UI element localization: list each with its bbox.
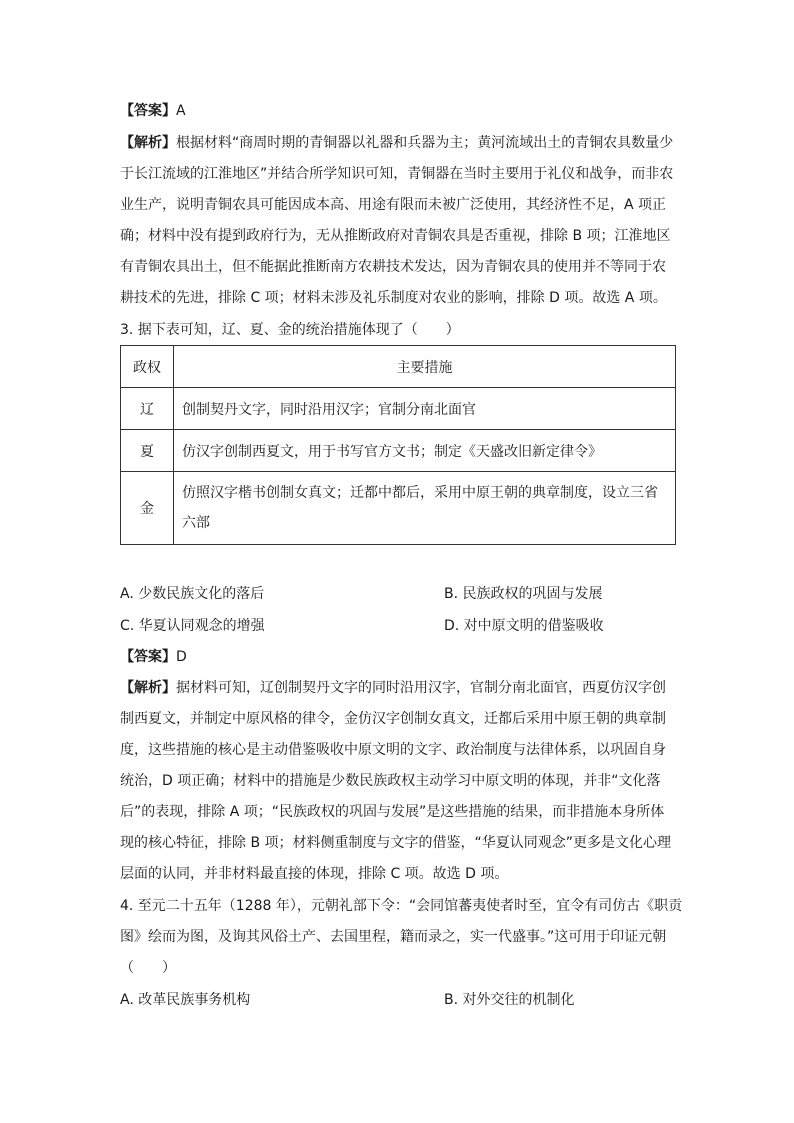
- table-row: [121, 388, 676, 430]
- analysis-tag: 【解析】: [120, 680, 176, 696]
- answer-value: D: [176, 649, 187, 665]
- answer-tag: 【答案】: [120, 649, 176, 665]
- q2-analysis-line-2: 于长江流域的江淮地区”并结合所学知识可知，青铜器在当时主要用于礼仪和战争，而非农: [120, 166, 674, 182]
- q2-analysis-line-3: 业生产，说明青铜农具可能因成本高、用途有限而未被广泛使用，其经济性不足，A 项正: [120, 197, 667, 213]
- analysis-text: 据材料可知，辽创制契丹文字的同时沿用汉字，官制分南北面官，西夏仿汉字创: [176, 680, 666, 696]
- q2-analysis-line-1: [120, 133, 673, 153]
- q4-stem-line-3: （ ）: [120, 960, 176, 976]
- q3-analysis-line-3: 度，这些措施的核心是主动借鉴吸收中原文明的文字、政治制度与法律体系，以巩固自身: [120, 742, 666, 758]
- q3-analysis-line-5: 后”的表现，排除 A 项；“民族政权的巩固与发展”是这些措施的结果，而非措施本身所体: [120, 804, 665, 820]
- q2-analysis-line-5: 有青铜农具出土，但不能据此推断南方农耕技术发达，因为青铜农具的使用并不等同于农: [120, 259, 666, 275]
- answer-tag: 【答案】: [120, 103, 176, 119]
- q3-option-d: D. 对中原文明的借鉴吸收: [444, 618, 604, 634]
- measures-table: [120, 345, 676, 545]
- measure-cell: 仿汉字创制西夏文，用于书写官方文书；制定《天盛改旧新定律令》: [174, 430, 676, 472]
- q4-option-a: A. 改革民族事务机构: [120, 992, 251, 1008]
- q3-option-b: B. 民族政权的巩固与发展: [444, 586, 603, 602]
- q3-analysis-line-7: 层面的认同，并非材料最直接的体现，排除 C 项。故选 D 项。: [120, 866, 509, 882]
- analysis-text: 根据材料“商周时期的青铜器以礼器和兵器为主；黄河流域出土的青铜农具数量少: [176, 135, 674, 151]
- table-row: [121, 430, 676, 472]
- table-row: [121, 472, 676, 545]
- q3-analysis-line-1: [120, 678, 666, 698]
- answer-value: A: [176, 103, 186, 119]
- q3-analysis-line-2: 制西夏文，并制定中原风格的律令，金仿汉字创制女真文，迁都后采用中原王朝的典章制: [120, 711, 666, 727]
- q3-option-a: A. 少数民族文化的落后: [120, 586, 265, 602]
- q3-option-c: C. 华夏认同观念的增强: [120, 618, 265, 634]
- header-measures: 主要措施: [174, 346, 676, 388]
- table-header-row: [121, 346, 676, 388]
- q3-analysis-line-6: 现的核心特征，排除 B 项；材料侧重制度与文字的借鉴，“华夏认同观念”更多是文化心理: [120, 835, 672, 851]
- q4-option-b: B. 对外交往的机制化: [444, 992, 575, 1008]
- q2-answer: [120, 101, 186, 121]
- q2-analysis-line-6: 耕技术的先进，排除 C 项；材料未涉及礼乐制度对农业的影响，排除 D 项。故选 A 项。: [120, 290, 667, 306]
- q2-analysis-line-4: 确；材料中没有提到政府行为，无从推断政府对青铜农具是否重视，排除 B 项；江淮地区: [120, 228, 671, 244]
- q4-stem-line-1: 4. 至元二十五年（1288 年），元朝礼部下令：“会同馆蕃夷使者时至，宜令有司仿古《职贡: [120, 898, 683, 914]
- measure-cell: 创制契丹文字，同时沿用汉字；官制分南北面官: [174, 388, 676, 430]
- header-regime: 政权: [121, 346, 174, 388]
- q3-answer: [120, 647, 187, 667]
- analysis-tag: 【解析】: [120, 135, 176, 151]
- q4-stem-line-2: 图》绘而为图，及询其风俗土产、去国里程，籍而录之，实一代盛事。”这可用于印证元朝: [120, 929, 667, 945]
- q3-stem: 3. 据下表可知，辽、夏、金的统治措施体现了（ ）: [120, 322, 460, 338]
- regime-cell: 金: [121, 472, 174, 545]
- regime-cell: 辽: [121, 388, 174, 430]
- regime-cell: 夏: [121, 430, 174, 472]
- q3-analysis-line-4: 统治，D 项正确；材料中的措施是少数民族政权主动学习中原文明的体现，并非“文化落: [120, 773, 661, 789]
- measure-cell: 仿照汉字楷书创制女真文；迁都中都后，采用中原王朝的典章制度，设立三省六部: [174, 472, 676, 545]
